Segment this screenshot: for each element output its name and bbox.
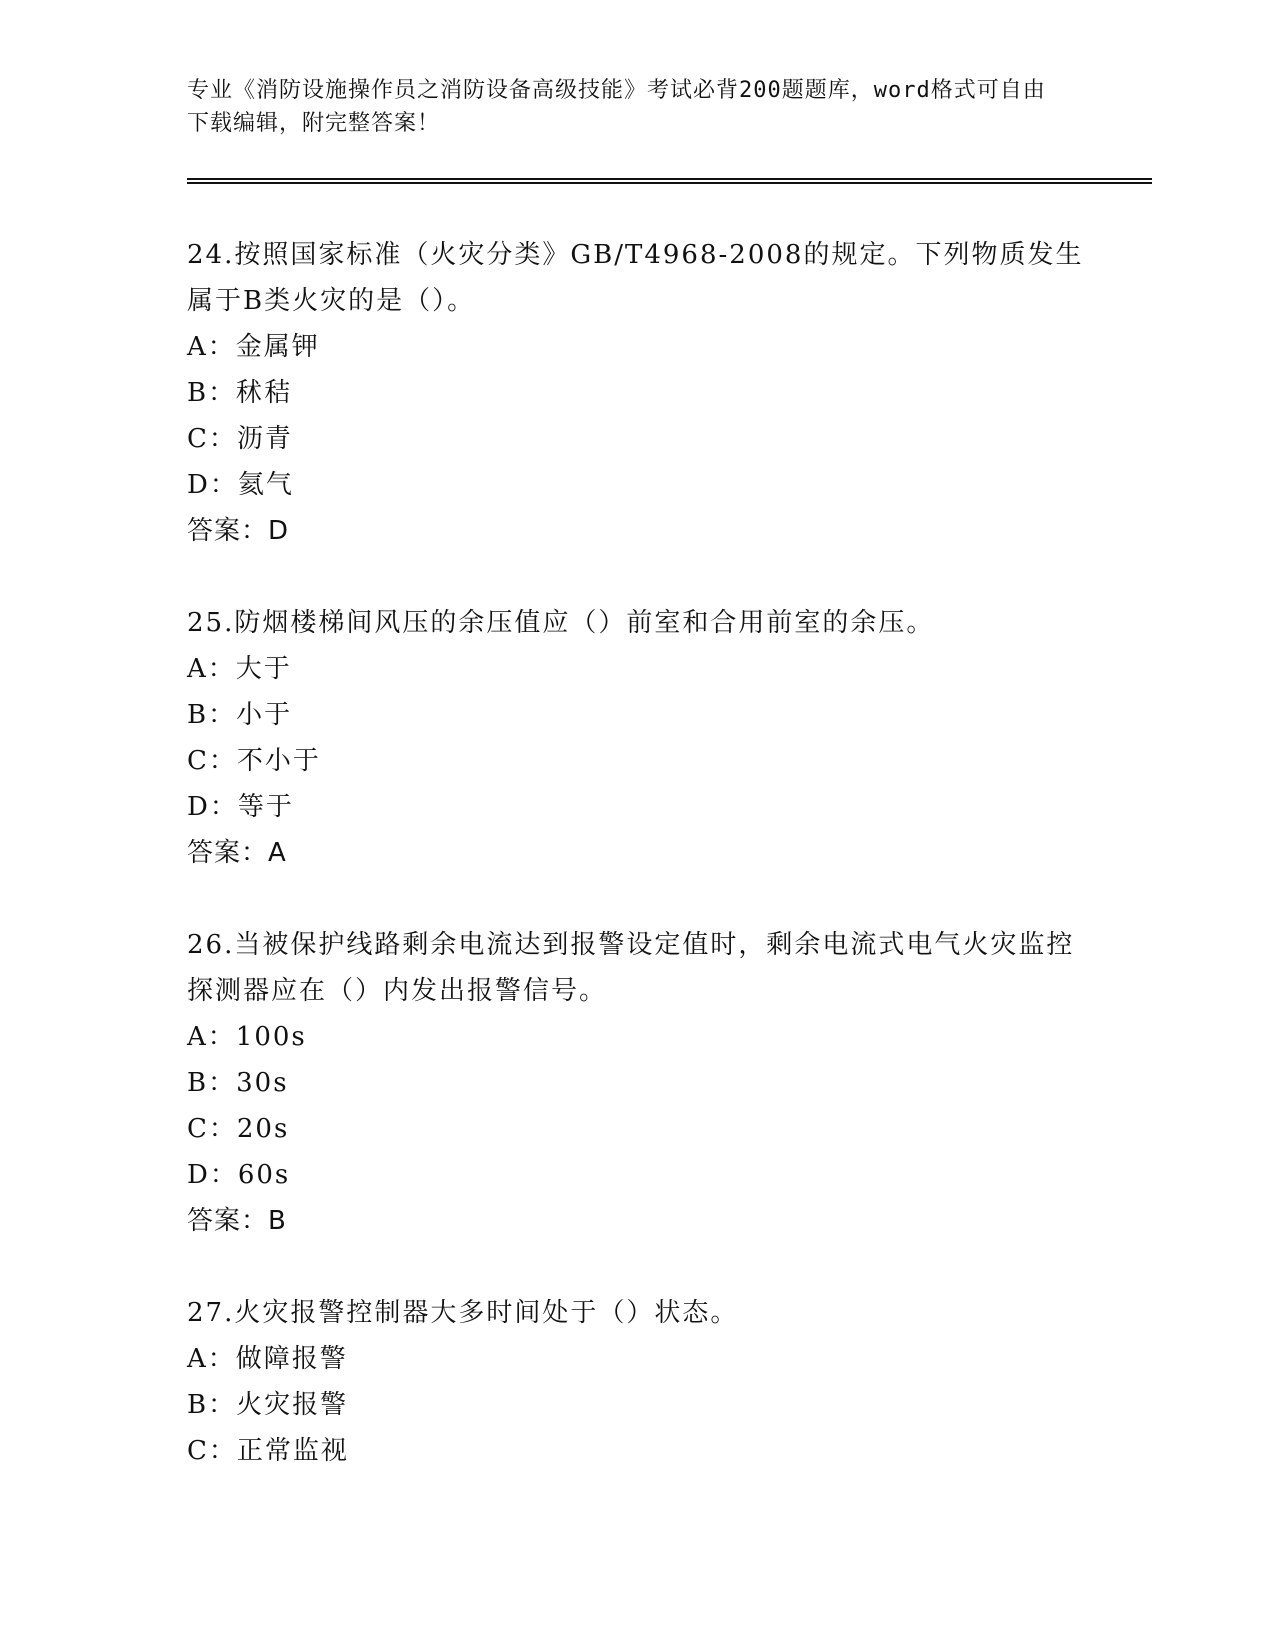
option-b: B：小于 bbox=[187, 700, 293, 730]
question-text: 25.防烟楼梯间风压的余压值应（）前室和合用前室的余压。 bbox=[187, 608, 935, 638]
question-26 bbox=[187, 922, 1087, 1244]
option-a: A：金属钾 bbox=[187, 332, 320, 362]
option-a: A：100s bbox=[187, 1022, 307, 1052]
question-24 bbox=[187, 232, 1087, 554]
option-c: C：20s bbox=[187, 1114, 290, 1144]
answer-line: 答案：D bbox=[187, 516, 290, 546]
question-25 bbox=[187, 600, 1087, 876]
option-a: A：大于 bbox=[187, 654, 292, 684]
answer-line: 答案：B bbox=[187, 1206, 287, 1236]
option-d: D：60s bbox=[187, 1160, 291, 1190]
option-b: B：秫秸 bbox=[187, 378, 293, 408]
header-divider bbox=[187, 178, 1152, 184]
question-list bbox=[187, 232, 1087, 1520]
option-c: C：不小于 bbox=[187, 746, 321, 776]
question-text: 27.火灾报警控制器大多时间处于（）状态。 bbox=[187, 1298, 739, 1328]
question-text: 24.按照国家标准（火灾分类》GB/T4968-2008的规定。下列物质发生属于B类火灾的是（）。 bbox=[187, 240, 1084, 316]
question-text: 26.当被保护线路剩余电流达到报警设定值时，剩余电流式电气火灾监控探测器应在（）内发出报警信号。 bbox=[187, 930, 1075, 1006]
option-c: C：正常监视 bbox=[187, 1436, 349, 1466]
answer-line: 答案：A bbox=[187, 838, 287, 868]
document-header: 专业《消防设施操作员之消防设备高级技能》考试必背200题题库，word格式可自由下载编辑，附完整答案！ bbox=[187, 78, 1046, 136]
option-a: A：做障报警 bbox=[187, 1344, 348, 1374]
option-b: B：30s bbox=[187, 1068, 289, 1098]
option-d: D：等于 bbox=[187, 792, 294, 822]
option-b: B：火灾报警 bbox=[187, 1390, 349, 1420]
option-c: C：沥青 bbox=[187, 424, 293, 454]
question-27 bbox=[187, 1290, 1087, 1474]
option-d: D：氦气 bbox=[187, 470, 294, 500]
